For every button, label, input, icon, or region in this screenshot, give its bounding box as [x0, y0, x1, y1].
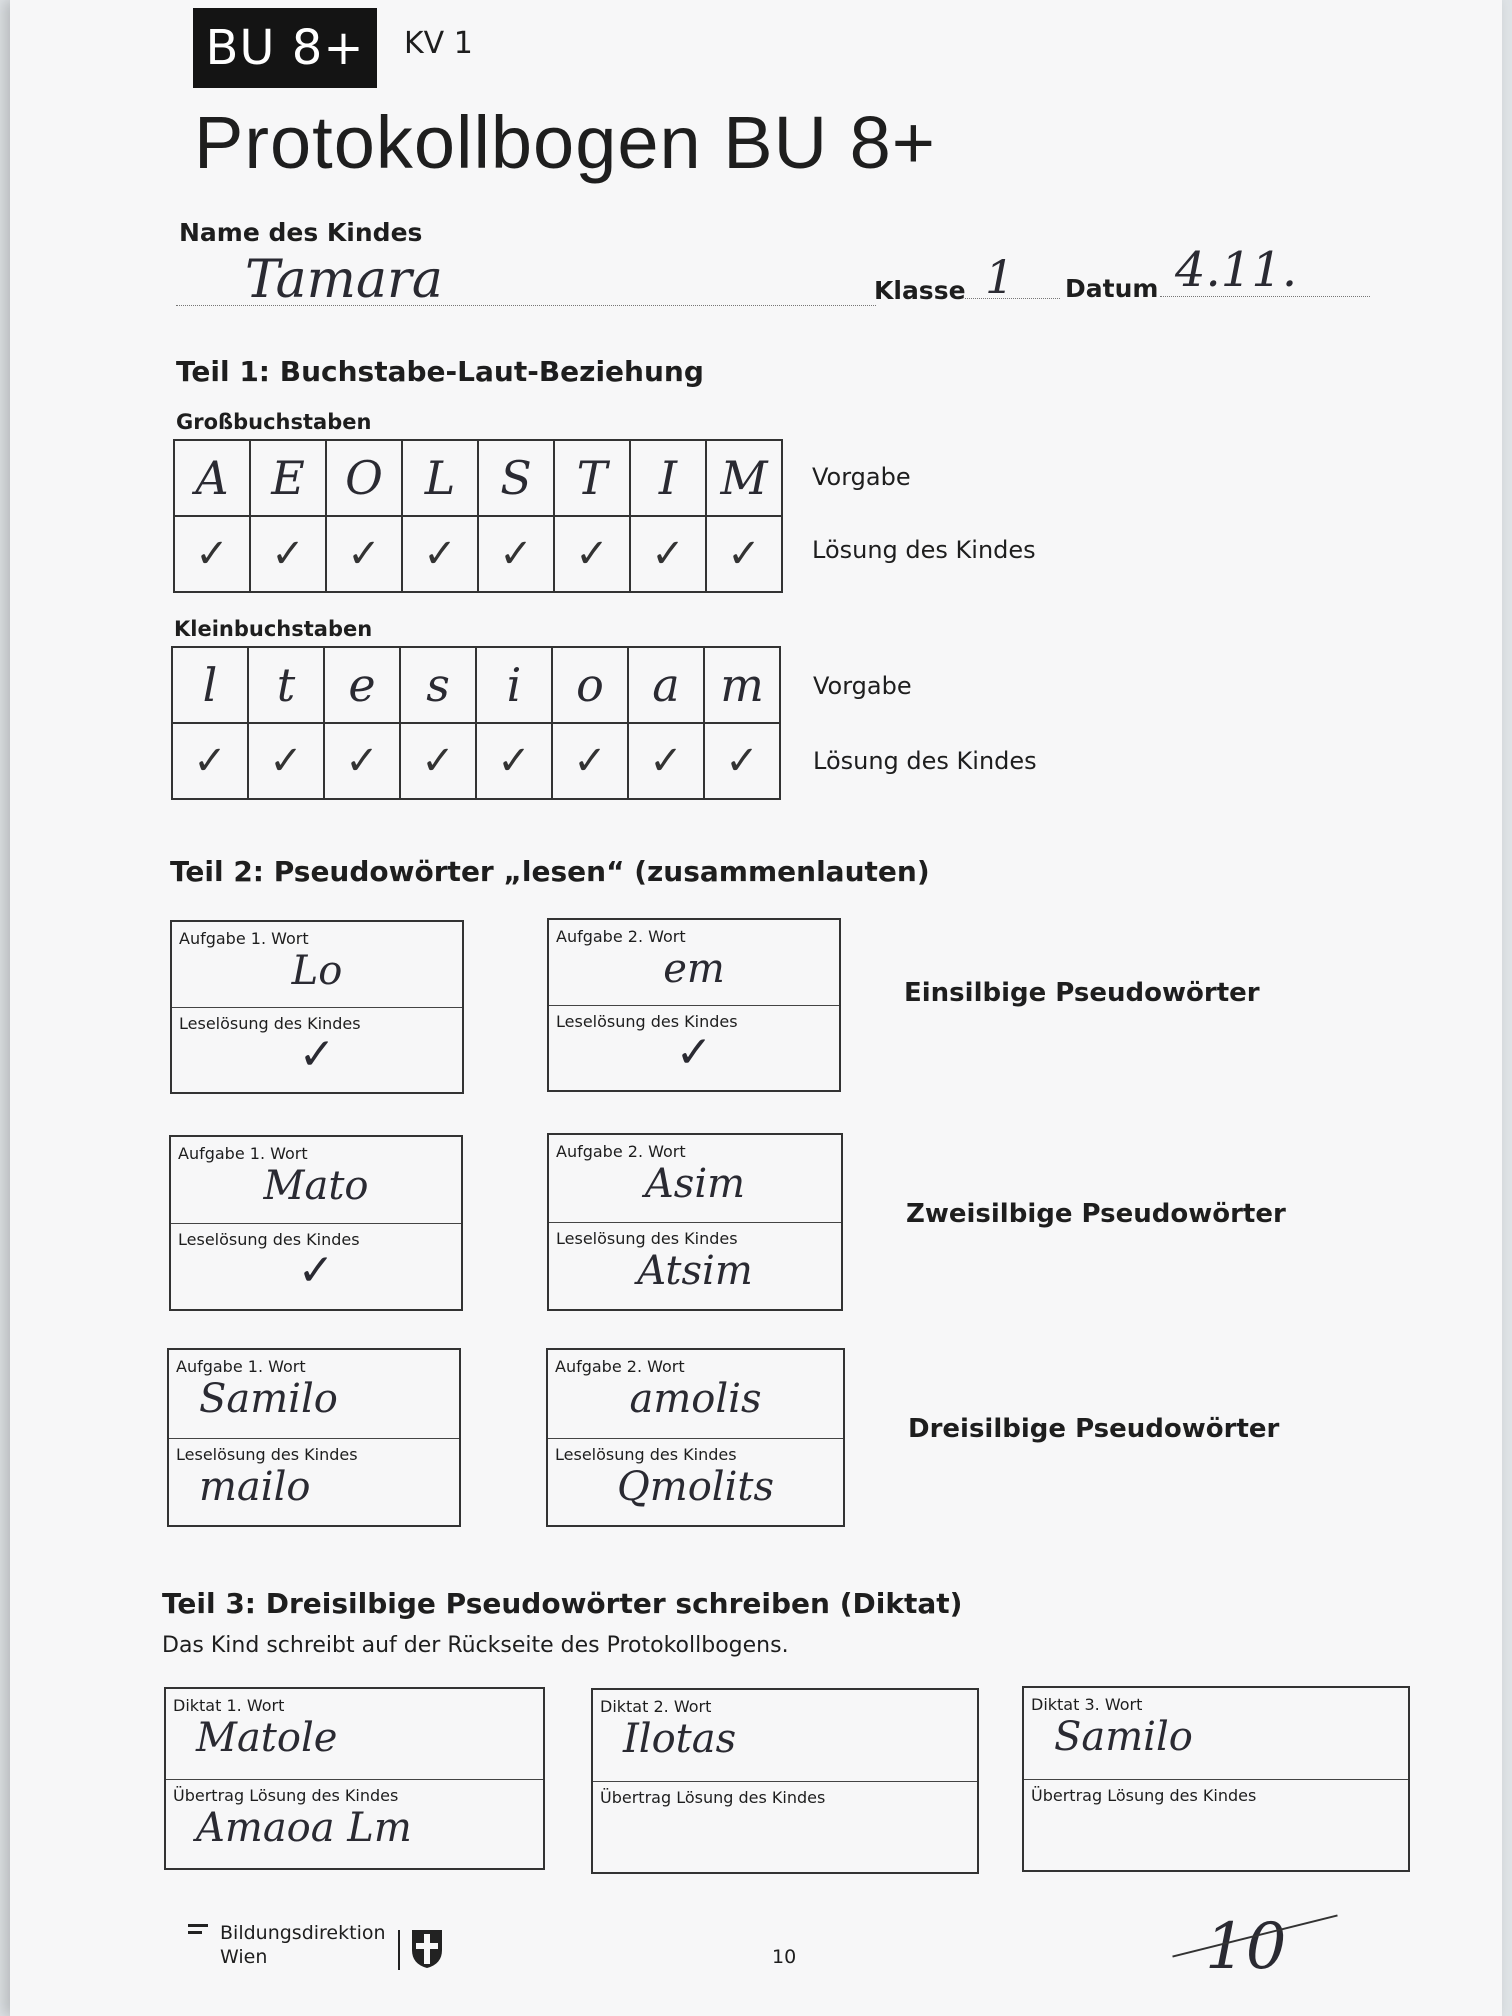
letter-cell: L	[402, 440, 478, 516]
aufgabe-word: Lo	[291, 948, 343, 994]
diktat-box	[591, 1688, 979, 1874]
leseloesung-value: Qmolits	[617, 1463, 774, 1510]
diktat-word: Ilotas	[623, 1716, 737, 1762]
letter-cell: I	[630, 440, 706, 516]
check-cell: ✓	[172, 723, 248, 799]
klein-loesung-label: Lösung des Kindes	[813, 747, 1037, 775]
page-title: Protokollbogen BU 8+	[194, 101, 936, 184]
aufgabe-bottom	[172, 1007, 462, 1092]
check-cell: ✓	[706, 516, 782, 592]
check-cell: ✓	[478, 516, 554, 592]
class-value: 1	[985, 250, 1015, 304]
gross-vorgabe-label: Vorgabe	[812, 463, 911, 491]
uebertrag-caption: Übertrag Lösung des Kindes	[600, 1788, 826, 1807]
teil1-heading: Teil 1: Buchstabe-Laut-Beziehung	[176, 355, 704, 388]
aufgabe-box	[547, 918, 841, 1092]
leseloesung-value: Atsim	[637, 1248, 753, 1294]
letter-cell: A	[174, 440, 250, 516]
letter-cell: T	[554, 440, 630, 516]
letter-cell: O	[326, 440, 402, 516]
diktat-bottom	[166, 1779, 543, 1869]
aufgabe-top	[548, 1350, 843, 1439]
aufgabe-box	[547, 1133, 843, 1311]
check-cell: ✓	[250, 516, 326, 592]
date-value: 4.11.	[1175, 242, 1298, 298]
leseloesung-caption: Leselösung des Kindes	[178, 1230, 360, 1249]
aufgabe-caption: Aufgabe 1. Wort	[178, 1144, 308, 1163]
aufgabe-top	[549, 920, 839, 1006]
leseloesung-value: ✓	[675, 1027, 713, 1078]
check-cell: ✓	[248, 723, 324, 799]
aufgabe-word: Mato	[263, 1163, 369, 1209]
check-cell: ✓	[400, 723, 476, 799]
check-cell: ✓	[402, 516, 478, 592]
leseloesung-caption: Leselösung des Kindes	[556, 1012, 738, 1031]
letter-cell: l	[172, 647, 248, 723]
name-label: Name des Kindes	[179, 218, 423, 247]
bu8-logo: BU 8+	[193, 8, 377, 88]
letter-cell: e	[324, 647, 400, 723]
check-cell: ✓	[326, 516, 402, 592]
diktat-top	[593, 1690, 977, 1782]
form-page	[10, 0, 1502, 2016]
check-cell: ✓	[704, 723, 780, 799]
diktat-bottom	[593, 1781, 977, 1872]
letter-cell: S	[478, 440, 554, 516]
teil2-heading: Teil 2: Pseudowörter „lesen“ (zusammenlauten)	[170, 855, 930, 888]
leseloesung-caption: Leselösung des Kindes	[556, 1229, 738, 1248]
leseloesung-caption: Leselösung des Kindes	[555, 1444, 737, 1464]
aufgabe-box	[167, 1348, 461, 1527]
diktat-caption: Diktat 2. Wort	[600, 1697, 712, 1716]
teil3-subtext: Das Kind schreibt auf der Rückseite des Protokollbogens.	[162, 1633, 789, 1658]
leseloesung-caption: Leselösung des Kindes	[176, 1444, 358, 1464]
check-cell: ✓	[324, 723, 400, 799]
zweisilbig-label: Zweisilbige Pseudowörter	[906, 1199, 1286, 1229]
gross-vorgabe-row	[174, 440, 782, 516]
class-label: Klasse	[874, 276, 966, 305]
uebertrag-caption: Übertrag Lösung des Kindes	[173, 1785, 399, 1805]
letter-cell: M	[706, 440, 782, 516]
gross-label: Großbuchstaben	[176, 410, 372, 434]
aufgabe-caption: Aufgabe 1. Wort	[179, 929, 309, 948]
check-cell: ✓	[630, 516, 706, 592]
gross-result-row	[174, 516, 782, 592]
letter-cell: t	[248, 647, 324, 723]
aufgabe-caption: Aufgabe 2. Wort	[556, 927, 686, 946]
uebertrag-value: Amaoa Lm	[196, 1804, 412, 1851]
letter-cell: o	[552, 647, 628, 723]
aufgabe-caption: Aufgabe 2. Wort	[556, 1142, 686, 1161]
aufgabe-bottom	[549, 1005, 839, 1090]
gross-table	[173, 439, 783, 593]
klein-result-row	[172, 723, 780, 799]
uebertrag-caption: Übertrag Lösung des Kindes	[1031, 1786, 1257, 1805]
letter-cell: a	[628, 647, 704, 723]
gross-loesung-label: Lösung des Kindes	[812, 536, 1036, 564]
letter-cell: E	[250, 440, 326, 516]
aufgabe-word: em	[663, 946, 725, 992]
check-cell: ✓	[174, 516, 250, 592]
leseloesung-value: ✓	[298, 1029, 336, 1080]
diktat-box	[164, 1687, 545, 1870]
date-label: Datum	[1065, 274, 1159, 303]
diktat-top	[166, 1689, 543, 1780]
aufgabe-box	[170, 920, 464, 1094]
check-cell: ✓	[552, 723, 628, 799]
letter-cell: m	[704, 647, 780, 723]
aufgabe-bottom	[549, 1222, 841, 1309]
diktat-word: Samilo	[1054, 1714, 1193, 1760]
aufgabe-caption: Aufgabe 2. Wort	[555, 1357, 685, 1376]
wien-crest-icon	[410, 1928, 444, 1974]
dreisilbig-label: Dreisilbige Pseudowörter	[908, 1414, 1280, 1444]
check-cell: ✓	[554, 516, 630, 592]
aufgabe-bottom	[548, 1438, 843, 1526]
diktat-caption: Diktat 3. Wort	[1031, 1695, 1143, 1714]
aufgabe-top	[169, 1350, 459, 1439]
diktat-bottom	[1024, 1779, 1408, 1870]
page-number: 10	[772, 1946, 797, 1968]
name-value: Tamara	[245, 250, 443, 310]
aufgabe-top	[172, 922, 462, 1008]
aufgabe-caption: Aufgabe 1. Wort	[176, 1357, 306, 1376]
aufgabe-bottom	[171, 1223, 461, 1309]
leseloesung-value: mailo	[199, 1463, 311, 1510]
bildungsdirektion-icon	[188, 1924, 208, 1936]
leseloesung-caption: Leselösung des Kindes	[179, 1014, 361, 1033]
diktat-top	[1024, 1688, 1408, 1780]
footer-org-line2: Wien	[220, 1946, 268, 1968]
kv-label: KV 1	[404, 26, 473, 61]
diktat-caption: Diktat 1. Wort	[173, 1696, 285, 1715]
footer-org-line1: Bildungsdirektion	[220, 1922, 386, 1944]
check-cell: ✓	[628, 723, 704, 799]
klein-table	[171, 646, 781, 800]
diktat-box	[1022, 1686, 1410, 1872]
signature: 10	[1205, 1910, 1287, 1984]
check-cell: ✓	[476, 723, 552, 799]
aufgabe-box	[169, 1135, 463, 1311]
aufgabe-box	[546, 1348, 845, 1527]
klein-vorgabe-label: Vorgabe	[813, 672, 912, 700]
aufgabe-word: Asim	[644, 1161, 746, 1207]
klein-vorgabe-row	[172, 647, 780, 723]
aufgabe-word: amolis	[629, 1376, 762, 1422]
letter-cell: i	[476, 647, 552, 723]
letter-cell: s	[400, 647, 476, 723]
teil3-heading: Teil 3: Dreisilbige Pseudowörter schreiben (Diktat)	[162, 1587, 963, 1620]
leseloesung-value: ✓	[297, 1245, 335, 1296]
klein-label: Kleinbuchstaben	[174, 617, 373, 641]
diktat-word: Matole	[196, 1715, 338, 1761]
aufgabe-word: Samilo	[199, 1376, 338, 1422]
footer-divider	[398, 1930, 400, 1970]
aufgabe-top	[549, 1135, 841, 1223]
aufgabe-bottom	[169, 1438, 459, 1526]
einsilbig-label: Einsilbige Pseudowörter	[904, 978, 1260, 1008]
aufgabe-top	[171, 1137, 461, 1224]
